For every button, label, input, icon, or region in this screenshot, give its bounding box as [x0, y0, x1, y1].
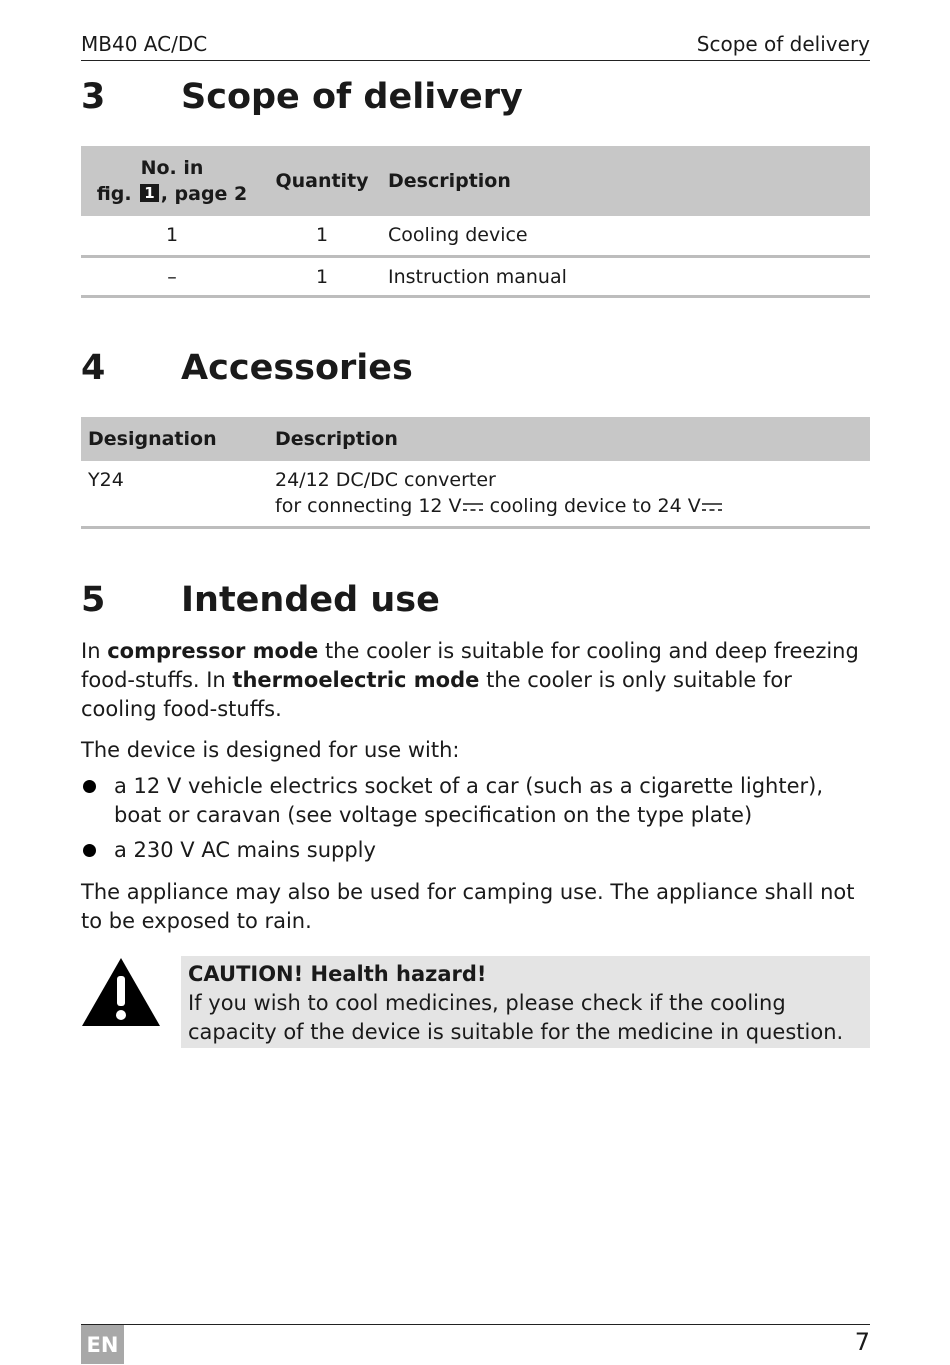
- warning-triangle-icon: [81, 956, 161, 1028]
- section-4-title: Accessories: [181, 348, 413, 388]
- table-row: [81, 256, 870, 296]
- section-4-number: 4: [81, 348, 106, 388]
- row-quantity: 1: [263, 216, 381, 256]
- section-5-heading: [81, 577, 440, 623]
- bullet-icon: [83, 780, 96, 793]
- row-no: –: [81, 256, 263, 296]
- accessories-col-designation: Designation: [81, 417, 268, 461]
- camping-paragraph: The appliance may also be used for camping use. The appliance shall not to be exposed to rain.: [81, 880, 855, 933]
- table-row: [81, 461, 870, 527]
- section-5-title: Intended use: [181, 580, 440, 620]
- usage-intro-paragraph: The device is designed for use with:: [81, 738, 460, 762]
- accessories-table: [81, 417, 870, 529]
- caution-notice: [181, 956, 870, 1048]
- header-product: MB40 AC/DC: [81, 32, 208, 56]
- dc-voltage-icon: [701, 501, 723, 513]
- row-description: Cooling device: [381, 216, 870, 256]
- running-header: [81, 28, 870, 61]
- figure-reference-badge: 1: [140, 184, 158, 202]
- row-designation: Y24: [81, 461, 268, 527]
- section-3-title: Scope of delivery: [181, 77, 523, 117]
- scope-table-header: [81, 146, 870, 216]
- accessories-table-header: [81, 417, 870, 461]
- section-5-number: 5: [81, 580, 106, 620]
- list-item: a 230 V AC mains supply: [81, 836, 870, 865]
- document-page: [81, 0, 870, 1365]
- section-4-heading: [81, 345, 413, 391]
- scope-col-no: No. in fig. 1 , page 2: [81, 146, 263, 216]
- caution-text: If you wish to cool medicines, please check if the cooling capacity of the device is suitable for the medicine in question.: [188, 991, 844, 1044]
- list-item: a 12 V vehicle electrics socket of a car (such as a cigarette lighter), boat or caravan (see voltage specification on the type plate): [81, 772, 870, 830]
- footer-rule: [81, 1324, 870, 1325]
- table-row: [81, 216, 870, 256]
- accessories-col-description: Description: [268, 417, 870, 461]
- bullet-icon: [83, 844, 96, 857]
- row-description: Instruction manual: [381, 256, 870, 296]
- scope-table: [81, 146, 870, 298]
- section-3-heading: [81, 74, 523, 120]
- power-source-list: [81, 772, 870, 871]
- row-description: 24/12 DC/DC converter for connecting 12 V cooling device to 24 V: [268, 461, 870, 527]
- header-chapter: Scope of delivery: [696, 32, 870, 56]
- page-number: 7: [854, 1328, 870, 1356]
- language-badge: EN: [81, 1325, 124, 1364]
- intended-use-paragraph: In compressor mode the cooler is suitable for cooling and deep freezing food-stuffs. In thermoelectric mode the cooler is only suitable for cooling food-stuffs.: [81, 639, 859, 721]
- scope-col-quantity: Quantity: [263, 146, 381, 216]
- row-no: 1: [81, 216, 263, 256]
- scope-col-description: Description: [381, 146, 870, 216]
- section-3-number: 3: [81, 77, 106, 117]
- row-quantity: 1: [263, 256, 381, 296]
- dc-voltage-icon: [462, 501, 484, 513]
- caution-title: CAUTION! Health hazard!: [188, 962, 487, 986]
